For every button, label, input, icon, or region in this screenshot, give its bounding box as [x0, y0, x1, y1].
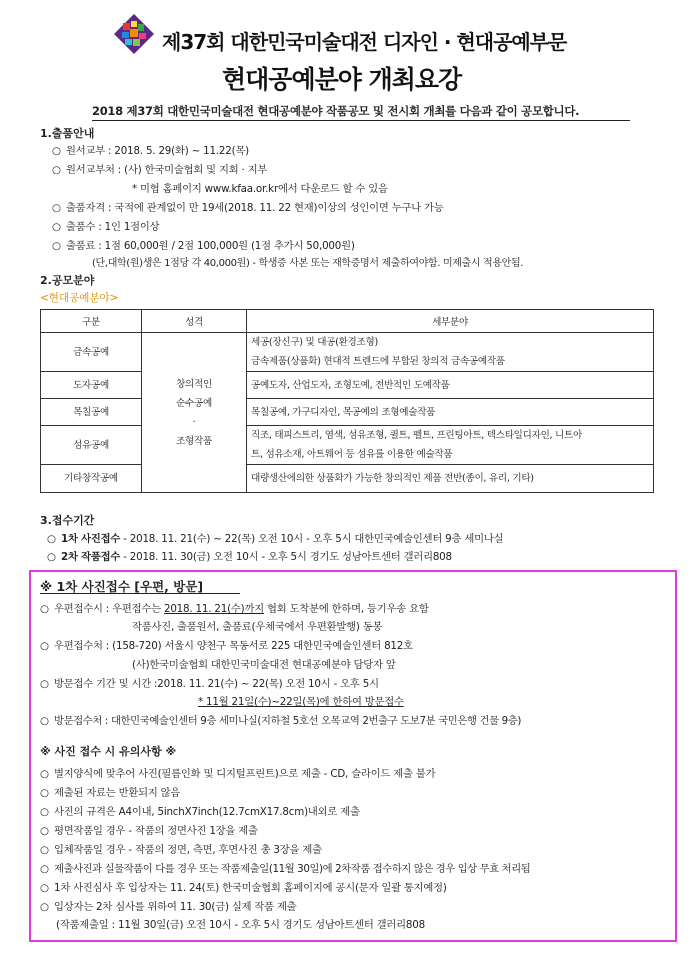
table-header: 세부분야 — [247, 310, 654, 333]
circle-bullet-icon: ○ — [52, 240, 61, 252]
circle-bullet-icon: ○ — [40, 825, 49, 837]
circle-bullet-icon: ○ — [52, 145, 61, 157]
mail-addressee: (사)한국미술협회 대한민국미술대전 현대공예분야 담당자 앞 — [132, 659, 396, 671]
list-item: ○ 제출사진과 실물작품이 다를 경우 또는 작품제출일(11월 30일)에 2차작품 접수하지 않은 경우 입상 무효 처리됨 — [40, 863, 531, 875]
exhibition-logo — [114, 14, 154, 54]
circle-bullet-icon: ○ — [52, 221, 61, 233]
circle-bullet-icon: ○ — [52, 202, 61, 214]
title-line1: 제37회 대한민국미술대전 디자인 · 현대공예부문 — [162, 30, 567, 54]
circle-bullet-icon: ○ — [40, 806, 49, 818]
list-item: ○ 입체작품일 경우 - 작품의 정면, 측면, 후면사진 총 3장을 제출 — [40, 844, 322, 856]
list-item: ○ 1차 사진심사 후 입상자는 11. 24(토) 한국미술협회 홈페이지에 공시(문자 일괄 통지예정) — [40, 882, 447, 894]
box-heading: ※ 1차 사진접수 [우편, 방문] — [40, 579, 204, 594]
circle-bullet-icon: ○ — [40, 678, 49, 690]
student-fee-note: (단,대학(원)생은 1점당 각 40,000원) - 학생증 사본 또는 재학증명서 제출하여야함. 미제출시 적용안됨. — [92, 258, 524, 269]
table-row — [41, 426, 654, 465]
circle-bullet-icon: ○ — [40, 715, 49, 727]
category-name: 섬유공예 — [41, 426, 142, 465]
list-item: ○ 1차 사진접수 - 2018. 11. 21(수) ~ 22(목) 오전 10시 - 오후 5시 대한민국예술인센터 9층 세미나실 — [47, 533, 504, 545]
table-header-row — [41, 310, 654, 333]
circle-bullet-icon: ○ — [40, 768, 49, 780]
list-item: ○ 출품수 : 1인 1점이상 — [52, 221, 160, 233]
category-detail: 목칠공예, 가구디자인, 목공예의 조형예술작품 — [247, 399, 654, 426]
list-item: ○ 우편접수시 : 우편접수는 2018. 11. 21(수)까지 협회 도착분에 한하며, 등기우송 요함 — [40, 603, 429, 615]
final-note: (작품제출일 : 11월 30일(금) 오전 10시 - 오후 5시 경기도 성남아트센터 갤러리808 — [56, 919, 425, 931]
circle-bullet-icon: ○ — [40, 863, 49, 875]
category-name: 목칠공예 — [41, 399, 142, 426]
circle-bullet-icon: ○ — [40, 787, 49, 799]
category-detail: 대량생산에의한 상품화가 가능한 창의적인 제품 전반(종이, 유리, 기타) — [247, 465, 654, 493]
category-detail: 세공(장신구) 및 대공(환경조형) 금속제품(상품화) 현대적 트렌드에 부합된 창의적 금속공예작품 — [247, 333, 654, 372]
list-item: ○ 2차 작품접수 - 2018. 11. 30(금) 오전 10시 - 오후 5시 경기도 성남아트센터 갤러리808 — [47, 551, 452, 563]
mail-docs: 작품사진, 출품원서, 출품료(우체국에서 우편환발행) 동봉 — [132, 621, 383, 633]
category-name: 도자공예 — [41, 372, 142, 399]
table-header: 성격 — [142, 310, 247, 333]
table-header: 구분 — [41, 310, 142, 333]
list-item: ○ 방문접수 기간 및 시간 :2018. 11. 21(수) ~ 22(목) 오전 10시 - 오후 5시 — [40, 678, 379, 690]
category-table — [40, 309, 654, 493]
section2-heading: 2.공모분야 — [40, 274, 95, 287]
list-item: ○ 별지양식에 맞추어 사진(필름인화 및 디지털프린트)으로 제출 - CD, 슬라이드 제출 불가 — [40, 768, 436, 780]
circle-bullet-icon: ○ — [40, 603, 49, 615]
list-item: ○ 원서교부 : 2018. 5. 29(화) ~ 11.22(목) — [52, 145, 249, 157]
circle-bullet-icon: ○ — [52, 164, 61, 176]
list-item: ○ 사진의 규격은 A4이내, 5inchX7inch(12.7cmX17.8cm)내외로 제출 — [40, 806, 360, 818]
section3-heading: 3.접수기간 — [40, 514, 95, 527]
list-item: ○ 우편접수처 : (158-720) 서울시 양천구 목동서로 225 대한민국예술인센터 812호 — [40, 640, 413, 652]
circle-bullet-icon: ○ — [40, 844, 49, 856]
circle-bullet-icon: ○ — [47, 533, 56, 545]
visit-note: * 11월 21일(수)~22일(목)에 한하여 방문접수 — [198, 696, 404, 708]
circle-bullet-icon: ○ — [40, 640, 49, 652]
list-item: ○ 입상자는 2차 심사를 위하여 11. 30(금) 실제 작품 제출 — [40, 901, 297, 913]
title-line2: 현대공예분야 개최요강 — [222, 65, 462, 94]
section1-heading: 1.출품안내 — [40, 127, 95, 140]
circle-bullet-icon: ○ — [47, 551, 56, 563]
table-row — [41, 372, 654, 399]
table-row — [41, 399, 654, 426]
list-item: ○ 출품료 : 1점 60,000원 / 2점 100,000원 (1점 추가시 50,000원) — [52, 240, 355, 252]
box-heading-underline — [40, 593, 240, 594]
section2-subheading: <현대공예분야> — [40, 292, 119, 304]
list-item: ○ 평면작품일 경우 - 작품의 정면사진 1장을 제출 — [40, 825, 258, 837]
table-row — [41, 465, 654, 493]
list-item: ○ 원서교부처 : (사) 한국미술협회 및 지회 · 지부 — [52, 164, 268, 176]
table-row — [41, 333, 654, 372]
list-item: ○ 제출된 자료는 반환되지 않음 — [40, 787, 181, 799]
category-name: 기타창작공예 — [41, 465, 142, 493]
category-nature: 창의적인 순수공예 · 조형작품 — [142, 333, 247, 493]
circle-bullet-icon: ○ — [40, 882, 49, 894]
intro-underline — [92, 120, 630, 121]
category-name: 금속공예 — [41, 333, 142, 372]
notes-heading: ※ 사진 접수 시 유의사항 ※ — [40, 745, 177, 758]
homepage-note: * 미협 홈페이지 www.kfaa.or.kr에서 다운로드 할 수 있음 — [132, 183, 388, 195]
category-detail: 공예도자, 산업도자, 조형도예, 전반적인 도예작품 — [247, 372, 654, 399]
circle-bullet-icon: ○ — [40, 901, 49, 913]
intro-text: 2018 제37회 대한민국미술대전 현대공예분야 작품공모 및 전시회 개최를 다음과 같이 공모합니다. — [92, 104, 580, 118]
category-detail: 직조, 태피스트리, 염색, 섬유조형, 퀼트, 펠트, 프린팅아트, 텍스타일디자인, 니트아 트, 섬유소재, 아트웨어 등 섬유를 이용한 예술작품 — [247, 426, 654, 465]
list-item: ○ 출품자격 : 국적에 관계없이 만 19세(2018. 11. 22 현재)이상의 성인이면 누구나 가능 — [52, 202, 444, 214]
list-item: ○ 방문접수처 : 대한민국예술인센터 9층 세미나실(지하철 5호선 오목교역 2번출구 도보7분 국민은행 건물 9층) — [40, 715, 522, 727]
